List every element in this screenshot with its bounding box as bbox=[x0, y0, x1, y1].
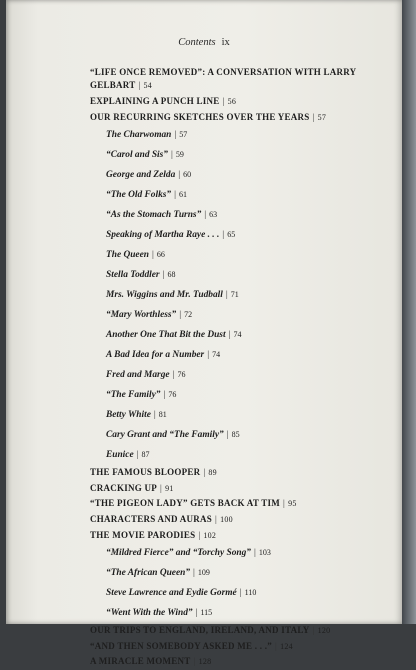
toc-entry bbox=[90, 325, 386, 345]
toc-entry-page: 74 bbox=[212, 350, 221, 360]
toc-entry-title: “The Old Folks” bbox=[106, 190, 172, 201]
toc-separator: | bbox=[275, 640, 278, 651]
toc-entry bbox=[90, 265, 386, 285]
toc-entry bbox=[90, 185, 386, 205]
header-page-number: ix bbox=[221, 37, 230, 48]
toc-entry-page: 100 bbox=[220, 514, 233, 524]
toc-entry bbox=[90, 285, 386, 305]
toc-entry bbox=[90, 445, 386, 465]
toc-separator: | bbox=[163, 390, 166, 401]
toc-entry-page: 109 bbox=[197, 568, 210, 578]
toc-entry bbox=[90, 165, 386, 185]
toc-separator: | bbox=[178, 170, 181, 181]
toc-entry-title: Steve Lawrence and Eydie Gormé bbox=[106, 588, 237, 599]
toc-separator: | bbox=[174, 130, 177, 141]
toc-separator: | bbox=[195, 608, 198, 619]
toc-separator: | bbox=[179, 310, 182, 321]
toc-separator: | bbox=[283, 498, 286, 509]
toc-entry-title: A Bad Idea for a Number bbox=[106, 350, 205, 361]
toc-separator: | bbox=[193, 656, 196, 667]
toc-entry-title: “Went With the Wind” bbox=[106, 608, 193, 619]
toc-entry-page: 91 bbox=[165, 483, 174, 493]
toc-entry bbox=[90, 528, 386, 544]
toc-entry bbox=[90, 225, 386, 245]
toc-entry bbox=[90, 110, 386, 126]
toc-entry-page: 68 bbox=[167, 270, 176, 280]
toc-entry-title: A MIRACLE MOMENT bbox=[90, 656, 191, 667]
toc-entry-page: 103 bbox=[258, 548, 271, 558]
toc-entry-title: “The Family” bbox=[106, 390, 161, 401]
toc-entry-title: Speaking of Martha Raye . . . bbox=[106, 230, 220, 241]
toc-entry-title: Eunice bbox=[106, 450, 134, 461]
toc-entry-title: “Mary Worthless” bbox=[106, 310, 177, 321]
toc-entry-page: 71 bbox=[230, 290, 239, 300]
toc-entry-page: 89 bbox=[208, 468, 217, 478]
toc-separator: | bbox=[204, 210, 207, 221]
toc-entry-page: 115 bbox=[200, 608, 213, 618]
toc-entry-title: The Queen bbox=[106, 250, 149, 261]
toc-separator: | bbox=[225, 290, 228, 301]
table-of-contents bbox=[90, 66, 386, 670]
toc-entry-page: 57 bbox=[179, 130, 188, 140]
toc-entry bbox=[90, 245, 386, 265]
toc-entry-page: 63 bbox=[209, 210, 218, 220]
toc-separator: | bbox=[215, 513, 218, 524]
toc-entry-page: 76 bbox=[168, 390, 177, 400]
toc-entry-page: 102 bbox=[203, 530, 217, 540]
toc-entry bbox=[90, 496, 386, 512]
toc-entry bbox=[90, 481, 386, 497]
toc-entry-page: 110 bbox=[244, 588, 257, 598]
toc-entry bbox=[90, 603, 386, 623]
toc-separator: | bbox=[193, 568, 195, 579]
toc-entry bbox=[90, 385, 386, 405]
toc-entry-title: Cary Grant and “The Family” bbox=[106, 430, 224, 441]
toc-entry bbox=[90, 465, 386, 481]
toc-entry-title: THE FAMOUS BLOOPER bbox=[90, 467, 201, 478]
toc-entry-page: 61 bbox=[179, 190, 187, 200]
toc-entry-title: EXPLAINING A PUNCH LINE bbox=[90, 96, 220, 106]
toc-entry bbox=[90, 583, 386, 603]
toc-entry-title: “As the Stomach Turns” bbox=[106, 210, 202, 221]
toc-entry-title: “Carol and Sis” bbox=[106, 150, 168, 161]
toc-entry bbox=[90, 512, 386, 528]
toc-entry-page: 56 bbox=[227, 97, 237, 106]
toc-entry bbox=[90, 623, 386, 639]
toc-entry-page: 65 bbox=[227, 230, 236, 240]
toc-entry-title: Stella Toddler bbox=[106, 270, 160, 281]
toc-entry-page: 76 bbox=[177, 370, 186, 380]
toc-separator: | bbox=[171, 150, 173, 161]
toc-entry bbox=[90, 543, 386, 563]
toc-separator: | bbox=[153, 410, 156, 421]
toc-entry bbox=[90, 94, 386, 110]
toc-separator: | bbox=[160, 482, 163, 493]
toc-entry-title: “LIFE ONCE REMOVED”: A CONVERSATION WITH LARRY GELBART bbox=[90, 67, 357, 90]
toc-entry bbox=[90, 405, 386, 425]
toc-entry-title: Fred and Marge bbox=[106, 370, 170, 381]
toc-entry-title: The Charwoman bbox=[106, 130, 172, 141]
toc-entry bbox=[90, 365, 386, 385]
toc-entry-title: CHARACTERS AND AURAS bbox=[90, 513, 213, 524]
toc-entry-title: OUR TRIPS TO ENGLAND, IRELAND, AND ITALY bbox=[90, 625, 310, 636]
toc-entry-page: 54 bbox=[143, 81, 153, 90]
toc-entry-page: 81 bbox=[158, 410, 167, 420]
toc-entry-page: 87 bbox=[141, 450, 150, 460]
toc-separator: | bbox=[226, 430, 229, 441]
toc-separator: | bbox=[239, 588, 242, 599]
toc-entry bbox=[90, 125, 386, 145]
toc-entry-page: 74 bbox=[233, 330, 242, 340]
toc-entry-page: 85 bbox=[231, 430, 240, 440]
toc-entry-page: 57 bbox=[317, 112, 327, 122]
toc-entry-page: 95 bbox=[288, 499, 297, 509]
toc-separator: | bbox=[203, 467, 206, 478]
toc-separator: | bbox=[162, 270, 165, 281]
toc-entry-page: 120 bbox=[317, 626, 331, 636]
toc-entry-page: 66 bbox=[156, 250, 165, 260]
toc-entry-page: 60 bbox=[183, 170, 192, 180]
toc-entry-title: Betty White bbox=[106, 410, 151, 421]
toc-separator: | bbox=[312, 625, 315, 636]
toc-separator: | bbox=[222, 230, 225, 241]
running-header bbox=[6, 37, 402, 48]
toc-entry bbox=[90, 563, 386, 583]
toc-entry-page: 124 bbox=[280, 641, 293, 651]
toc-entry bbox=[90, 305, 386, 325]
toc-entry bbox=[90, 639, 386, 655]
toc-separator: | bbox=[253, 548, 256, 559]
toc-entry-title: Another One That Bit the Dust bbox=[106, 330, 226, 341]
toc-entry-page: 59 bbox=[175, 150, 184, 160]
toc-entry-title: “AND THEN SOMEBODY ASKED ME . . .” bbox=[90, 640, 273, 651]
toc-entry bbox=[90, 425, 386, 445]
toc-separator: | bbox=[172, 370, 175, 381]
toc-entry-page: 72 bbox=[184, 310, 193, 320]
toc-separator: | bbox=[151, 250, 154, 261]
toc-entry-title: THE MOVIE PARODIES bbox=[90, 529, 196, 540]
toc-separator: | bbox=[136, 450, 139, 461]
toc-separator: | bbox=[207, 350, 210, 361]
toc-entry bbox=[90, 66, 386, 92]
toc-separator: | bbox=[228, 330, 231, 341]
header-title: Contents bbox=[178, 37, 216, 48]
toc-separator: | bbox=[222, 96, 225, 106]
toc-entry bbox=[90, 145, 386, 165]
toc-separator: | bbox=[198, 529, 201, 540]
toc-entry-title: “The African Queen” bbox=[106, 568, 191, 579]
toc-entry bbox=[90, 205, 386, 225]
toc-entry-title: Mrs. Wiggins and Mr. Tudball bbox=[106, 290, 223, 301]
toc-separator: | bbox=[312, 111, 315, 122]
toc-separator: | bbox=[174, 190, 176, 201]
toc-entry-title: George and Zelda bbox=[106, 170, 176, 181]
toc-entry bbox=[90, 345, 386, 365]
toc-entry-page: 128 bbox=[198, 657, 212, 667]
toc-entry-title: “Mildred Fierce” and “Torchy Song” bbox=[106, 548, 251, 559]
toc-separator: | bbox=[138, 80, 141, 90]
toc-entry-title: CRACKING UP bbox=[90, 482, 157, 493]
book-page bbox=[6, 0, 402, 667]
toc-entry bbox=[90, 654, 386, 670]
toc-entry-title: OUR RECURRING SKETCHES OVER THE YEARS bbox=[90, 111, 310, 122]
toc-entry-title: “THE PIGEON LADY” GETS BACK AT TIM bbox=[90, 498, 281, 509]
